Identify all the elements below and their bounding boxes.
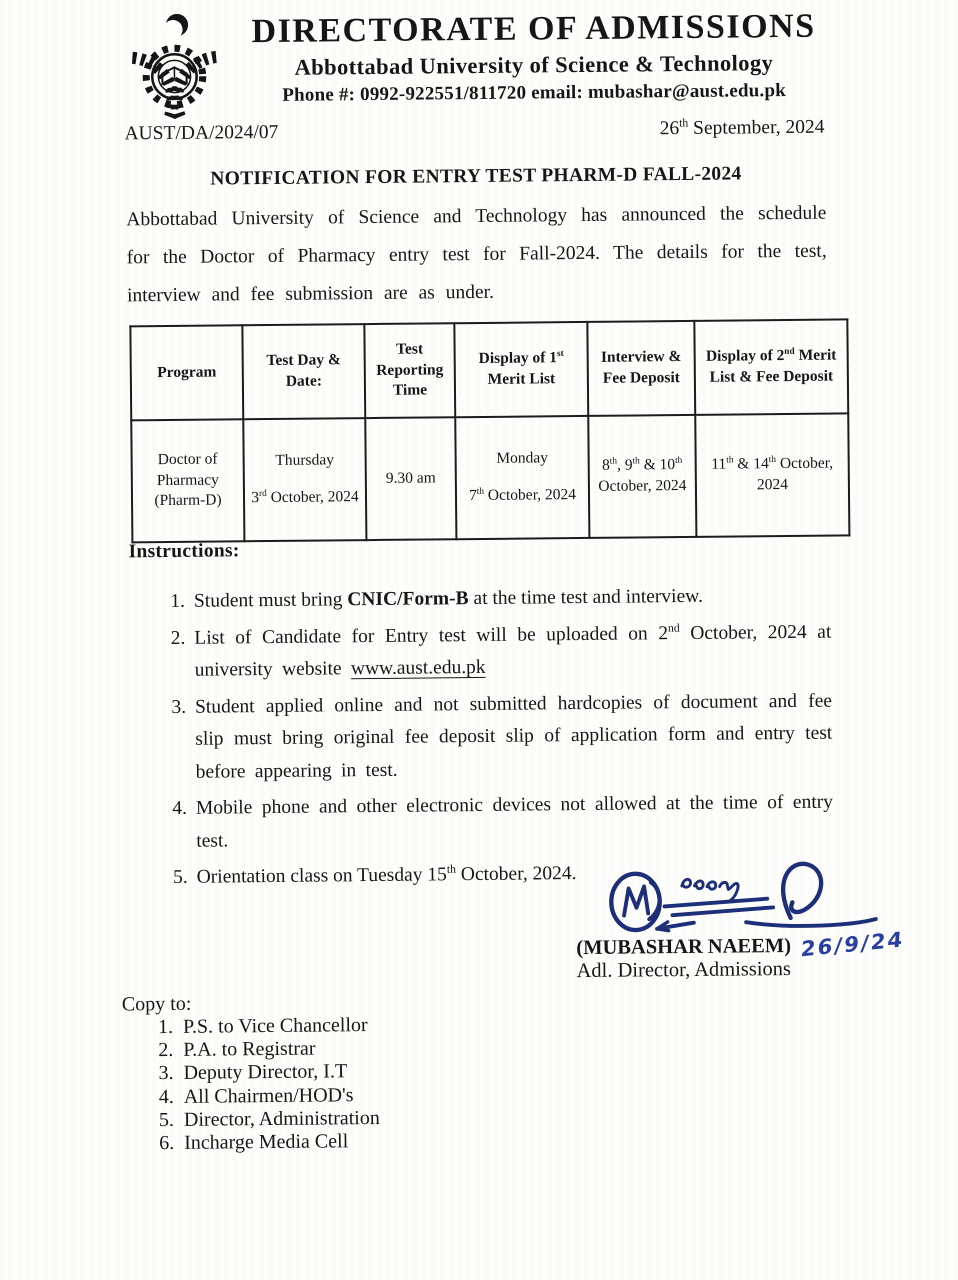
table-header-row	[130, 319, 848, 420]
col-header-test-day-date: Test Day & Date:	[242, 324, 365, 419]
signatory-name: (MUBASHAR NAEEM)	[576, 935, 792, 960]
reference-number: AUST/DA/2024/07	[124, 121, 279, 145]
contact-info: Phone #: 0992-922551/811720 email: mubashar@aust.edu.pk	[282, 80, 787, 106]
reference-line	[124, 117, 824, 146]
signatory-designation: Adl. Director, Admissions	[576, 958, 792, 983]
directorate-title: DIRECTORATE OF ADMISSIONS	[251, 7, 816, 51]
schedule-table-wrapper	[129, 318, 850, 543]
university-website-link: www.aust.edu.pk	[350, 656, 486, 680]
signatory-name-row	[576, 927, 906, 962]
copy-to-item-1: 1. P.S. to Vice Chancellor	[157, 1014, 368, 1039]
instruction-item-4: 4. Mobile phone and other electronic devices not allowed at the time of entry test.	[172, 791, 834, 852]
copy-to-item-3: 3. Deputy Director, I.T	[158, 1060, 348, 1085]
copy-to-item-6: 6. Incharge Media Cell	[159, 1130, 349, 1155]
instructions-list	[159, 580, 834, 899]
cell-second-merit: 11th & 14th October, 2024	[695, 413, 849, 536]
cnic-formb-emphasis: CNIC/Form-B	[347, 588, 469, 611]
col-header-first-merit-list: Display of 1st Merit List	[454, 322, 588, 417]
col-header-interview-fee: Interview & Fee Deposit	[587, 321, 695, 416]
instructions-heading: Instructions:	[128, 540, 240, 563]
instruction-item-1: 1. Student must bring CNIC/Form-B at the time test and interview.	[170, 585, 703, 612]
notification-title: NOTIFICATION FOR ENTRY TEST PHARM-D FALL-2024	[210, 163, 742, 190]
copy-to-item-4: 4. All Chairmen/HOD's	[158, 1083, 354, 1108]
col-header-reporting-time: Test Reporting Time	[364, 323, 455, 418]
cell-test-day-date: Thursday 3rd October, 2024	[243, 418, 366, 541]
university-seal-icon	[120, 8, 228, 122]
schedule-table	[129, 318, 850, 543]
instruction-item-5: 5. Orientation class on Tuesday 15th October, 2024.	[172, 862, 577, 888]
copy-to-item-2: 2. P.A. to Registrar	[158, 1037, 316, 1062]
cell-reporting-time: 9.30 am	[365, 417, 456, 540]
col-header-program: Program	[130, 325, 243, 420]
university-name: Abbottabad University of Science & Technology	[294, 50, 774, 80]
intro-paragraph: Abbottabad University of Science and Technology has announced the schedule for the Doctor of Pharmacy entry test for Fall-2024. The details for the test, interview and fee submission are as under.	[126, 202, 827, 307]
letter-date: 26th September, 2024	[659, 116, 825, 140]
letterhead	[237, 7, 830, 108]
instruction-item-2: 2. List of Candidate for Entry test will be uploaded on 2nd October, 2024 at university website www.aust.edu.pk	[170, 621, 832, 681]
copy-to-heading: Copy to:	[121, 992, 192, 1016]
table-row-pharmd	[131, 413, 849, 542]
copy-to-list	[149, 1014, 380, 1155]
cell-first-merit: Monday 7th October, 2024	[455, 416, 589, 539]
instruction-item-3: 3. Student applied online and not submitted hardcopies of document and fee slip must bring original fee deposit slip of application form and entry test before appearing in test.	[171, 690, 833, 783]
cell-program: Doctor of Pharmacy (Pharm-D)	[131, 419, 244, 542]
handwritten-date: 26/9/24	[799, 927, 905, 962]
col-header-second-merit-list: Display of 2nd Merit List & Fee Deposit	[694, 319, 848, 414]
copy-to-item-5: 5. Director, Administration	[158, 1106, 380, 1131]
cell-interview-fee: 8th, 9th & 10th October, 2024	[588, 415, 696, 538]
